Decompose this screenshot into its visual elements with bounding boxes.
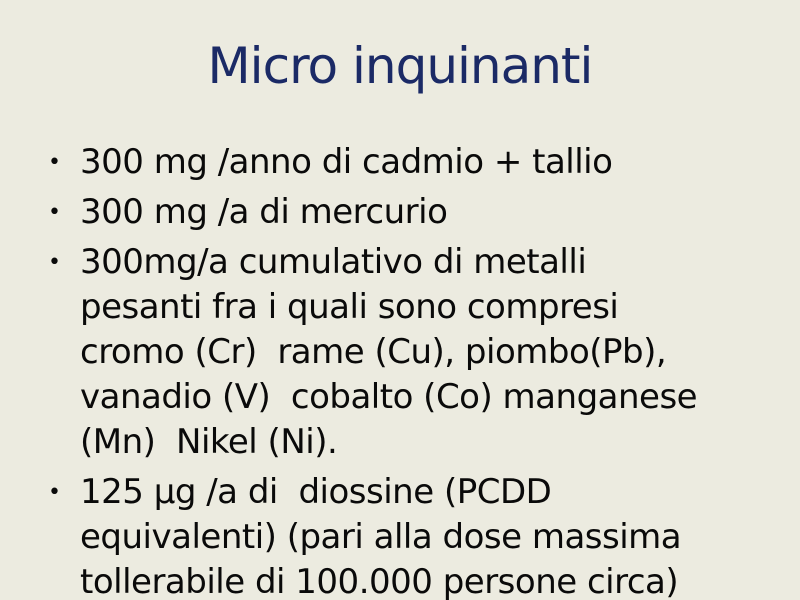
bullet-item	[48, 190, 780, 235]
bullet-text	[80, 190, 780, 235]
bullet-line: pesanti fra i quali sono compresi	[80, 287, 619, 327]
bullet-text	[80, 140, 780, 185]
bullet-icon: •	[48, 200, 61, 225]
bullet-line: 125 µg /a di diossine (PCDD	[80, 472, 552, 512]
bullet-text	[80, 470, 780, 600]
bullet-icon: •	[48, 250, 61, 275]
bullet-line: 300 mg /anno di cadmio + tallio	[80, 142, 613, 182]
bullet-line: 300mg/a cumulativo di metalli	[80, 242, 587, 282]
bullet-item	[48, 140, 780, 185]
bullet-icon: •	[48, 150, 61, 175]
slide-body	[0, 140, 800, 600]
bullet-line: 300 mg /a di mercurio	[80, 192, 448, 232]
bullet-line: cromo (Cr) rame (Cu), piombo(Pb),	[80, 332, 667, 372]
bullet-line: equivalenti) (pari alla dose massima	[80, 517, 682, 557]
bullet-line: vanadio (V) cobalto (Co) manganese	[80, 377, 698, 417]
bullet-line: (Mn) Nikel (Ni).	[80, 422, 338, 462]
bullet-text	[80, 240, 780, 465]
slide-title: Micro inquinanti	[207, 37, 593, 95]
bullet-item	[48, 240, 780, 465]
bullet-line: tollerabile di 100.000 persone circa)	[80, 562, 679, 600]
bullet-item	[48, 470, 780, 600]
bullet-icon: •	[48, 480, 61, 505]
